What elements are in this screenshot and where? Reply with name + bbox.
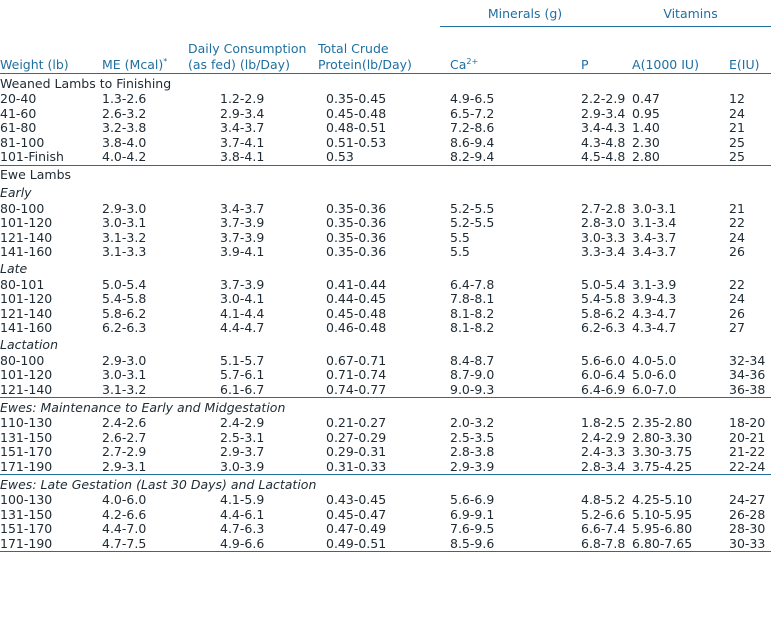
table-row — [0, 136, 771, 151]
me-cell: 2.9-3.0 — [102, 352, 147, 368]
vitamin-e-cell: 30-33 — [702, 537, 771, 552]
table-row — [0, 383, 771, 398]
table-row — [0, 307, 771, 322]
daily-consumption-cell: 3.8-4.1 — [220, 149, 265, 164]
me-cell: 1.3-2.6 — [102, 91, 147, 106]
section-title: Weaned Lambs to Finishing — [0, 74, 771, 93]
table-row — [0, 431, 771, 446]
weight-cell: 151-170 — [0, 521, 53, 536]
daily-consumption-cell: 3.4-3.7 — [220, 120, 265, 135]
vitamin-e-cell: 24-27 — [729, 492, 766, 507]
section-title: Ewes: Late Gestation (Last 30 Days) and Lactation — [0, 475, 771, 494]
calcium-header: $Ca^{2+}$ — [450, 56, 479, 72]
crude-protein-cell: 0.29-0.31 — [326, 444, 387, 459]
me-cell: 4.7-7.5 — [92, 537, 184, 552]
me-cell: 5.0-5.4 — [102, 276, 147, 292]
weight-cell: 121-140 — [0, 381, 53, 397]
subsection-header-row — [0, 336, 771, 354]
daily-consumption-cell: 2.9-3.4 — [220, 105, 265, 121]
vitamin-a-cell: 3.75-4.25 — [632, 458, 693, 474]
calcium-cell: 6.5-7.2 — [450, 105, 495, 121]
table-row — [0, 150, 771, 165]
me-cell: 2.6-3.2 — [102, 105, 147, 121]
crude-protein-cell: 0.43-0.45 — [326, 492, 387, 507]
vitamin-e-cell: 24 — [729, 105, 745, 121]
weight-cell: 171-190 — [0, 458, 53, 474]
vitamin-e-cell: 24 — [729, 291, 745, 306]
daily-consumption-cell: 1.2-2.9 — [220, 91, 265, 106]
daily-consumption-cell: 2.5-3.1 — [220, 429, 265, 445]
daily-consumption-cell: 2.9-3.7 — [220, 444, 265, 459]
calcium-cell: 7.2-8.6 — [450, 120, 495, 135]
minerals-group-header: Minerals (g) — [440, 0, 610, 27]
subsection-title: Lactation — [0, 337, 59, 352]
crude-protein-cell: 0.67-0.71 — [326, 352, 387, 368]
table-row — [0, 416, 771, 431]
crude-protein-header: Total Crude Protein(lb/Day) — [318, 41, 412, 72]
phosphorus-cell: 6.8-7.8 — [528, 537, 610, 552]
subsection-header-row — [0, 184, 771, 202]
vitamin-e-cell: 21-22 — [729, 444, 766, 459]
weight-cell: 20-40 — [0, 91, 37, 106]
weight-cell: 131-150 — [0, 429, 53, 445]
daily-consumption-cell: 3.9-4.1 — [220, 244, 265, 259]
me-cell: 5.4-5.8 — [102, 291, 147, 306]
vitamin-a-cell: 2.30 — [632, 134, 660, 150]
weight-cell: 141-160 — [0, 244, 53, 259]
crude-protein-cell: 0.49-0.51 — [318, 537, 440, 552]
daily-consumption-cell: 5.7-6.1 — [220, 367, 265, 382]
daily-consumption-cell: 3.4-3.7 — [220, 200, 265, 216]
vitamin-a-cell: 3.1-3.9 — [632, 276, 677, 292]
calcium-cell: 5.6-6.9 — [450, 492, 495, 507]
phosphorus-cell: 5.6-6.0 — [581, 352, 626, 368]
me-footnote-mark: * — [163, 56, 168, 66]
section-header-row — [0, 74, 771, 93]
daily-consumption-cell: 5.1-5.7 — [220, 352, 265, 368]
weight-cell: 141-160 — [0, 320, 53, 335]
vitamin-a-cell: 5.0-6.0 — [632, 367, 677, 382]
table-row — [0, 537, 771, 552]
vitamin-a-cell: 0.95 — [632, 105, 660, 121]
crude-protein-cell: 0.45-0.48 — [326, 305, 387, 321]
table-row — [0, 368, 771, 383]
vitamin-e-cell: 18-20 — [729, 415, 766, 430]
phosphorus-header: P — [581, 57, 589, 72]
vitamin-e-cell: 25 — [729, 149, 745, 164]
me-cell: 4.2-6.6 — [102, 506, 147, 522]
crude-protein-cell: 0.45-0.48 — [326, 105, 387, 121]
vitamin-a-cell: 3.0-3.1 — [632, 200, 677, 216]
vitamin-a-cell: 1.40 — [632, 120, 660, 135]
table-body — [0, 74, 771, 552]
crude-protein-cell: 0.71-0.74 — [326, 367, 387, 382]
table-row — [0, 292, 771, 307]
daily-consumption-cell: 3.7-3.9 — [220, 229, 265, 245]
vitamin-e-header: E(IU) — [729, 57, 760, 72]
vitamin-e-cell: 28-30 — [729, 521, 766, 536]
table-row — [0, 216, 771, 231]
table-row — [0, 92, 771, 107]
calcium-cell: 5.5 — [450, 244, 470, 259]
calcium-cell: 8.4-8.7 — [450, 352, 495, 368]
daily-consumption-cell: 2.4-2.9 — [220, 415, 265, 430]
calcium-cell: 2.5-3.5 — [450, 429, 495, 445]
daily-consumption-cell: 3.7-4.1 — [220, 134, 265, 150]
table-row — [0, 121, 771, 136]
vitamin-a-cell: 4.3-4.7 — [632, 320, 677, 335]
calcium-cell: 8.5-9.6 — [440, 537, 528, 552]
phosphorus-cell: 3.4-4.3 — [581, 120, 626, 135]
calcium-cell: 7.6-9.5 — [450, 521, 495, 536]
crude-protein-cell: 0.27-0.29 — [326, 429, 387, 445]
daily-consumption-cell: 3.0-3.9 — [220, 458, 265, 474]
phosphorus-cell: 2.4-2.9 — [581, 429, 626, 445]
section-title: Ewe Lambs — [0, 165, 771, 184]
vitamin-a-cell: 5.10-5.95 — [632, 506, 693, 522]
calcium-cell: 2.9-3.9 — [450, 458, 495, 474]
crude-protein-cell: 0.35-0.36 — [326, 215, 387, 230]
vitamin-e-cell: 26-28 — [729, 506, 766, 522]
phosphorus-cell: 3.0-3.3 — [581, 229, 626, 245]
phosphorus-cell: 6.4-6.9 — [581, 381, 626, 397]
section-header-row — [0, 165, 771, 184]
phosphorus-cell: 4.8-5.2 — [581, 492, 626, 507]
phosphorus-cell: 5.8-6.2 — [581, 305, 626, 321]
phosphorus-cell: 2.7-2.8 — [581, 200, 626, 216]
me-cell: 3.1-3.2 — [102, 381, 147, 397]
table-row — [0, 321, 771, 336]
table-row — [0, 460, 771, 475]
calcium-cell: 2.8-3.8 — [450, 444, 495, 459]
weight-header: Weight (lb) — [0, 57, 69, 72]
vitamin-e-cell: 22 — [729, 215, 745, 230]
me-cell: 3.1-3.3 — [102, 244, 147, 259]
phosphorus-cell: 2.9-3.4 — [581, 105, 626, 121]
calcium-cell: 8.1-8.2 — [450, 305, 495, 321]
vitamin-a-cell: 2.80-3.30 — [632, 429, 693, 445]
weight-cell: 101-120 — [0, 215, 53, 230]
vitamin-a-cell: 4.0-5.0 — [632, 352, 677, 368]
vitamin-e-cell: 32-34 — [729, 352, 766, 368]
me-cell: 4.0-6.0 — [102, 492, 147, 507]
section-header-row — [0, 398, 771, 417]
me-cell: 6.2-6.3 — [102, 320, 147, 335]
me-cell: 3.8-4.0 — [102, 134, 147, 150]
calcium-cell: 8.7-9.0 — [450, 367, 495, 382]
me-cell: 4.4-7.0 — [102, 521, 147, 536]
weight-cell: 101-120 — [0, 291, 53, 306]
crude-protein-cell: 0.47-0.49 — [326, 521, 387, 536]
calcium-cell: 2.0-3.2 — [450, 415, 495, 430]
phosphorus-cell: 5.2-6.6 — [581, 506, 626, 522]
daily-consumption-cell: 4.4-6.1 — [220, 506, 265, 522]
phosphorus-cell: 6.6-7.4 — [581, 521, 626, 536]
daily-consumption-cell: 4.1-4.4 — [220, 305, 265, 321]
crude-protein-cell: 0.21-0.27 — [326, 415, 387, 430]
crude-protein-cell: 0.51-0.53 — [326, 134, 387, 150]
me-header: ME (Mcal)* — [102, 56, 168, 72]
phosphorus-cell: 2.8-3.4 — [581, 458, 626, 474]
me-cell: 2.9-3.1 — [102, 458, 147, 474]
weight-cell: 110-130 — [0, 415, 53, 430]
vitamin-e-cell: 25 — [729, 134, 745, 150]
phosphorus-cell: 5.4-5.8 — [581, 291, 626, 306]
subsection-title: Early — [0, 185, 32, 200]
column-header-row — [0, 27, 771, 74]
me-cell: 2.6-2.7 — [102, 429, 147, 445]
vitamin-a-cell: 3.30-3.75 — [632, 444, 693, 459]
section-header-row — [0, 475, 771, 494]
table-row — [0, 202, 771, 217]
crude-protein-cell: 0.44-0.45 — [326, 291, 387, 306]
phosphorus-cell: 5.0-5.4 — [581, 276, 626, 292]
table-row — [0, 245, 771, 260]
table-row — [0, 107, 771, 122]
calcium-cell: 7.8-8.1 — [450, 291, 495, 306]
crude-protein-cell: 0.46-0.48 — [326, 320, 387, 335]
phosphorus-cell: 2.2-2.9 — [581, 91, 626, 106]
vitamin-e-cell: 36-38 — [729, 381, 766, 397]
calcium-cell: 9.0-9.3 — [450, 381, 495, 397]
me-cell: 2.7-2.9 — [102, 444, 147, 459]
weight-cell: 101-120 — [0, 367, 53, 382]
daily-consumption-cell: 6.1-6.7 — [220, 381, 265, 397]
crude-protein-cell: 0.41-0.44 — [326, 276, 387, 292]
weight-cell: 171-190 — [0, 537, 92, 552]
me-cell: 3.0-3.1 — [102, 215, 147, 230]
daily-consumption-header: Daily Consumption (as fed) (lb/Day) — [188, 41, 307, 72]
crude-protein-cell: 0.35-0.36 — [326, 200, 387, 216]
phosphorus-cell: 2.8-3.0 — [581, 215, 626, 230]
vitamins-group-header: Vitamins — [610, 0, 771, 27]
calcium-cell: 8.2-9.4 — [450, 149, 495, 164]
calcium-cell: 4.9-6.5 — [450, 91, 495, 106]
phosphorus-cell: 2.4-3.3 — [581, 444, 626, 459]
calcium-cell: 8.6-9.4 — [450, 134, 495, 150]
crude-protein-cell: 0.74-0.77 — [326, 381, 387, 397]
subsection-header-row — [0, 260, 771, 278]
daily-consumption-cell: 4.1-5.9 — [220, 492, 265, 507]
crude-protein-cell: 0.53 — [326, 149, 354, 164]
vitamin-e-cell: 26 — [729, 305, 745, 321]
section-title: Ewes: Maintenance to Early and Midgestation — [0, 398, 771, 417]
crude-protein-cell: 0.35-0.45 — [326, 91, 387, 106]
vitamin-a-cell: 3.4-3.7 — [632, 244, 677, 259]
me-cell: 2.4-2.6 — [102, 415, 147, 430]
vitamin-a-cell: 3.1-3.4 — [632, 215, 677, 230]
vitamin-a-cell: 6.80-7.65 — [610, 537, 702, 552]
weight-cell: 100-130 — [0, 492, 53, 507]
vitamin-e-cell: 26 — [729, 244, 745, 259]
table-row — [0, 493, 771, 508]
table-row — [0, 445, 771, 460]
calcium-cell: 5.2-5.5 — [450, 200, 495, 216]
phosphorus-cell: 3.3-3.4 — [581, 244, 626, 259]
weight-cell: 151-170 — [0, 444, 53, 459]
table-row — [0, 522, 771, 537]
subsection-title: Late — [0, 261, 28, 276]
vitamin-e-cell: 24 — [729, 229, 745, 245]
weight-cell: 121-140 — [0, 305, 53, 321]
daily-consumption-cell: 4.9-6.6 — [184, 537, 318, 552]
vitamin-a-cell: 2.35-2.80 — [632, 415, 693, 430]
phosphorus-cell: 6.2-6.3 — [581, 320, 626, 335]
vitamin-a-cell: 4.3-4.7 — [632, 305, 677, 321]
table-row — [0, 278, 771, 293]
me-cell: 5.8-6.2 — [102, 305, 147, 321]
weight-cell: 131-150 — [0, 506, 53, 522]
calcium-cell: 5.5 — [450, 229, 470, 245]
vitamin-a-cell: 3.9-4.3 — [632, 291, 677, 306]
crude-protein-cell: 0.35-0.36 — [326, 229, 387, 245]
me-cell: 2.9-3.0 — [102, 200, 147, 216]
weight-cell: 61-80 — [0, 120, 37, 135]
vitamin-e-cell: 20-21 — [729, 429, 766, 445]
phosphorus-cell: 4.3-4.8 — [581, 134, 626, 150]
group-header-row — [0, 0, 771, 27]
vitamin-e-cell: 21 — [729, 120, 745, 135]
weight-cell: 81-100 — [0, 134, 45, 150]
vitamin-a-cell: 5.95-6.80 — [632, 521, 693, 536]
daily-consumption-cell: 3.7-3.9 — [220, 215, 265, 230]
weight-cell: 41-60 — [0, 105, 37, 121]
phosphorus-cell: 4.5-4.8 — [581, 149, 626, 164]
calcium-cell: 6.4-7.8 — [450, 276, 495, 292]
vitamin-e-cell: 22 — [729, 276, 745, 292]
me-cell: 3.2-3.8 — [102, 120, 147, 135]
crude-protein-cell: 0.31-0.33 — [326, 458, 387, 474]
crude-protein-cell: 0.35-0.36 — [326, 244, 387, 259]
me-cell: 3.1-3.2 — [102, 229, 147, 245]
daily-consumption-cell: 3.0-4.1 — [220, 291, 265, 306]
vitamin-e-cell: 34-36 — [729, 367, 766, 382]
table-row — [0, 508, 771, 523]
me-cell: 3.0-3.1 — [102, 367, 147, 382]
me-cell: 4.0-4.2 — [102, 149, 147, 164]
crude-protein-cell: 0.45-0.47 — [326, 506, 387, 522]
weight-cell: 121-140 — [0, 229, 53, 245]
vitamin-e-cell: 21 — [729, 200, 745, 216]
table-row — [0, 354, 771, 369]
daily-consumption-cell: 3.7-3.9 — [220, 276, 265, 292]
weight-cell: 101-Finish — [0, 149, 64, 164]
vitamin-e-cell: 22-24 — [729, 458, 766, 474]
table-row — [0, 231, 771, 246]
calcium-cell: 8.1-8.2 — [450, 320, 495, 335]
crude-protein-cell: 0.48-0.51 — [326, 120, 387, 135]
calcium-cell: 6.9-9.1 — [450, 506, 495, 522]
vitamin-a-cell: 4.25-5.10 — [632, 492, 693, 507]
vitamin-a-cell: 3.4-3.7 — [632, 229, 677, 245]
daily-consumption-cell: 4.4-4.7 — [220, 320, 265, 335]
phosphorus-cell: 1.8-2.5 — [581, 415, 626, 430]
vitamin-a-cell: 2.80 — [632, 149, 660, 164]
calcium-cell: 5.2-5.5 — [450, 215, 495, 230]
vitamin-a-cell: 0.47 — [632, 91, 660, 106]
weight-cell: 80-100 — [0, 352, 45, 368]
daily-consumption-cell: 4.7-6.3 — [220, 521, 265, 536]
weight-cell: 80-101 — [0, 276, 45, 292]
vitamin-a-cell: 6.0-7.0 — [632, 381, 677, 397]
phosphorus-cell: 6.0-6.4 — [581, 367, 626, 382]
vitamin-e-cell: 12 — [729, 91, 745, 106]
vitamin-e-cell: 27 — [729, 320, 745, 335]
weight-cell: 80-100 — [0, 200, 45, 216]
vitamin-a-header: A(1000 IU) — [632, 57, 699, 72]
